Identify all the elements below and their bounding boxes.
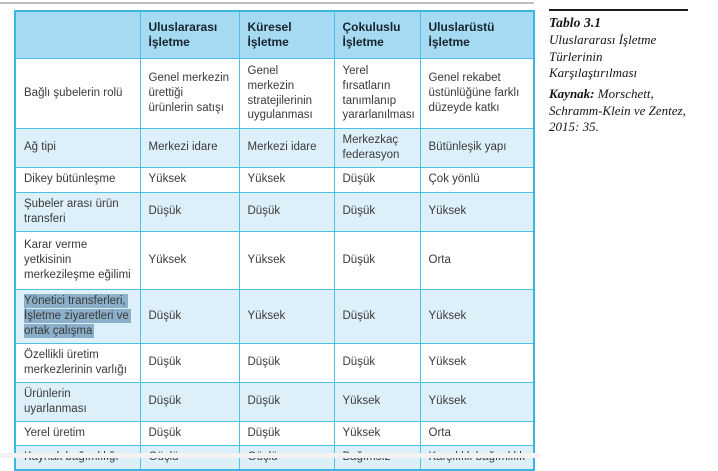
value-cell: Yüksek: [334, 382, 420, 421]
table-row: [15, 421, 534, 445]
value-cell: Yüksek: [420, 382, 534, 421]
value-cell: Düşük: [140, 289, 239, 343]
column-header: Küresel İşletme: [239, 11, 334, 59]
table-row: [15, 129, 534, 168]
value-cell: Yüksek: [239, 231, 334, 289]
row-label-cell: Karar verme yetkisinin merkezileşme eğilimi: [15, 231, 140, 289]
value-cell: Düşük: [239, 421, 334, 445]
value-cell: Düşük: [140, 192, 239, 231]
source-note: [549, 86, 701, 136]
table-header: [15, 11, 534, 59]
value-cell: Yüksek: [334, 421, 420, 445]
value-cell: Merkezi idare: [239, 129, 334, 168]
header-row: [15, 11, 534, 59]
comparison-table: [14, 10, 535, 471]
value-cell: Çok yönlü: [420, 167, 534, 192]
value-cell: Düşük: [239, 382, 334, 421]
value-cell: Yerel fırsatların tanımlanıp yararlanılması: [334, 59, 420, 129]
page-top-rule: [0, 2, 534, 4]
table-row: [15, 343, 534, 382]
table-caption: Uluslararası İşletme Türlerinin Karşılaştırılması: [549, 32, 657, 80]
value-cell: Düşük: [334, 167, 420, 192]
value-cell: Genel merkezin stratejilerinin uygulanması: [239, 59, 334, 129]
comparison-table-wrap: [14, 10, 535, 471]
table-number: Tablo 3.1: [549, 15, 602, 30]
value-cell: Genel merkezin ürettiği ürünlerin satışı: [140, 59, 239, 129]
source-label: Kaynak:: [549, 86, 595, 101]
value-cell: Düşük: [239, 343, 334, 382]
value-cell: Genel rekabet üstünlüğüne farklı düzeyde katkı: [420, 59, 534, 129]
table-row: [15, 231, 534, 289]
row-label-cell: Ürünlerin uyarlanması: [15, 382, 140, 421]
value-cell: Yüksek: [420, 289, 534, 343]
column-header: Çokuluslu İşletme: [334, 11, 420, 59]
table-row: [15, 289, 534, 343]
value-cell: Yüksek: [420, 343, 534, 382]
value-cell: Yüksek: [420, 192, 534, 231]
row-label-cell: Şubeler arası ürün transferi: [15, 192, 140, 231]
value-cell: Düşük: [334, 231, 420, 289]
value-cell: Orta: [420, 421, 534, 445]
caption-rule: [549, 9, 688, 11]
scan-artifact-strip: [0, 453, 540, 458]
highlighted-label: Yönetici transferleri, İşletme ziyaretleri ve ortak çalışma: [24, 294, 129, 337]
value-cell: Düşük: [239, 192, 334, 231]
table-row: [15, 382, 534, 421]
value-cell: Düşük: [140, 343, 239, 382]
value-cell: Düşük: [334, 192, 420, 231]
table-row: [15, 192, 534, 231]
value-cell: Merkezi idare: [140, 129, 239, 168]
value-cell: Düşük: [334, 343, 420, 382]
row-label-cell: [15, 289, 140, 343]
table-row: [15, 167, 534, 192]
row-label-cell: Ağ tipi: [15, 129, 140, 168]
value-cell: Düşük: [140, 382, 239, 421]
row-label-cell: Bağlı şubelerin rolü: [15, 59, 140, 129]
source-text: Morschett, Schramm-Klein ve Zentez, 2015: 35.: [549, 86, 686, 134]
row-label-cell: Özellikli üretim merkezlerinin varlığı: [15, 343, 140, 382]
value-cell: Merkezkaç federasyon: [334, 129, 420, 168]
value-cell: Yüksek: [140, 167, 239, 192]
value-cell: Bütünleşik yapı: [420, 129, 534, 168]
column-header: Uluslararası İşletme: [140, 11, 239, 59]
value-cell: Düşük: [334, 289, 420, 343]
value-cell: Yüksek: [239, 167, 334, 192]
value-cell: Düşük: [140, 421, 239, 445]
value-cell: Yüksek: [239, 289, 334, 343]
table-row: [15, 59, 534, 129]
value-cell: Orta: [420, 231, 534, 289]
row-label-cell: Dikey bütünleşme: [15, 167, 140, 192]
corner-cell: [15, 11, 140, 59]
table-body: [15, 59, 534, 470]
value-cell: Yüksek: [140, 231, 239, 289]
row-label-cell: Yerel üretim: [15, 421, 140, 445]
column-header: Uluslarüstü İşletme: [420, 11, 534, 59]
